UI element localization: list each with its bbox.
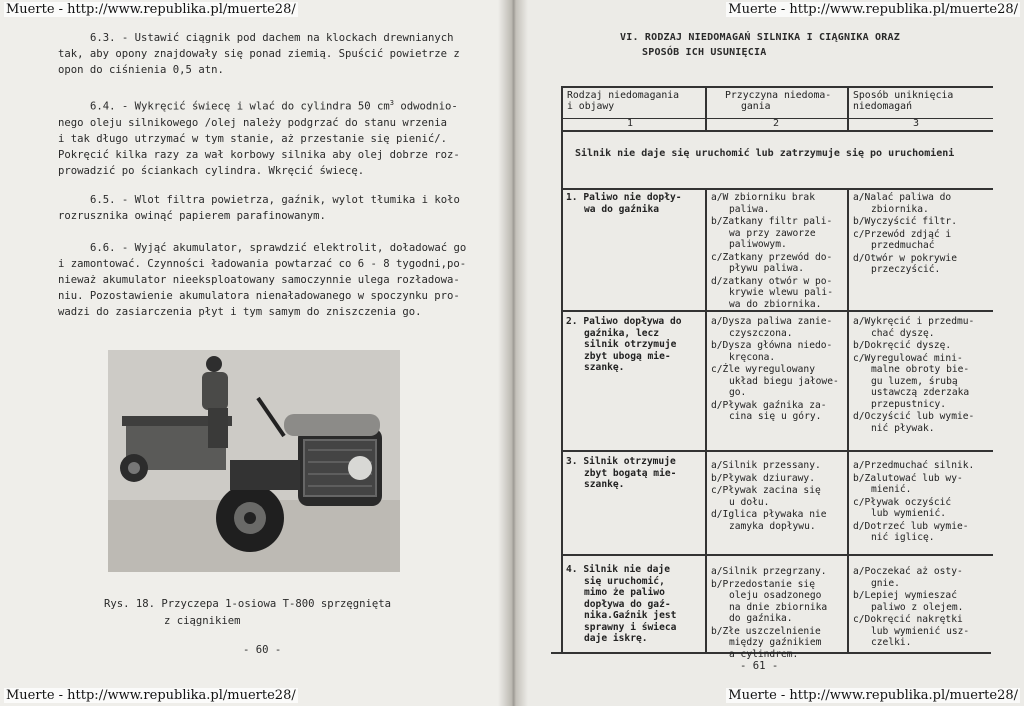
tractor-illustration <box>108 350 400 572</box>
col-number-1: 1 <box>627 118 634 129</box>
row-3-causes: a/Silnik przessany. b/Pływak dziurawy. c/Pływak zacina się u dołu. d/Iglica pływaka nie zamyka dopływu. <box>711 460 827 532</box>
header-col-1: Rodzaj niedomagania i objawy <box>567 90 680 112</box>
header-col-3: Sposób uniknięcia niedomagań <box>853 90 954 112</box>
row-1-symptom: 1. Paliwo nie dopły- wa do gaźnika <box>566 192 682 215</box>
row-1-remedies: a/Nalać paliwa do zbiornika. b/Wyczyścić filtr. c/Przewód zdjąć i przedmuchać d/Otwór w pokrywie przeczyścić. <box>853 192 957 275</box>
col-number-3: 3 <box>913 118 920 129</box>
row-4-causes: a/Silnik przegrzany. b/Przedostanie się oleju osadzonego na dnie zbiornika do gaźnika. b/Złe uszczelnienie między gaźnikiem a cylindrem. <box>711 566 828 660</box>
row-2-symptom: 2. Paliwo dopływa do gaźnika, lecz silnik otrzymuje zbyt ubogą mie- szankę. <box>566 316 682 373</box>
paragraph-6-3: 6.3. - Ustawić ciągnik pod dachem na klockach drewnianych tak, aby opony znajdowały się ponad ziemią. Spuścić powietrze z opon do ciśnienia 0,5 atn. <box>58 32 460 76</box>
row-2-causes: a/Dysza paliwa zanie- czyszczona. b/Dysza główna niedo- kręcona. c/Źle wyregulowany układ biegu jałowe- go. d/Pływak gaźnika za- cina się u góry. <box>711 316 839 422</box>
paragraph-6-6: 6.6. - Wyjąć akumulator, sprawdzić elektrolit, doładować go i zamontować. Czynności ładowania powtarzać co 6 - 8 tygodni,po- nieważ akumulator nieeksploatowany samoczynnie ulega rozładowa- niu. Pozostawienie akumulatora nienaładowanego w spoczynku pro- wadzi do zasiarczenia płyt i tym samym do zniszczenia go. <box>58 242 467 318</box>
troubleshooting-table <box>561 86 993 660</box>
header-col-2: Przyczyna niedoma- gania <box>725 90 832 112</box>
watermark-bottom-right: Muerte - http://www.republika.pl/muerte28/ <box>728 688 1018 703</box>
watermark-top-left: Muerte - http://www.republika.pl/muerte28/ <box>6 2 296 17</box>
tractor-photo <box>108 350 400 572</box>
row-4-remedies: a/Poczekać aż osty- gnie. b/Lepiej wymieszać paliwo z olejem. c/Dokręcić nakrętki lub wymienić usz- czelki. <box>853 566 970 648</box>
row-4-symptom: 4. Silnik nie daje się uruchomić, mimo że paliwo dopływa do gaź- nika.Gaźnik jest sprawny i świeca daje iskrę. <box>566 564 677 644</box>
row-2-remedies: a/Wykręcić i przedmu- chać dyszę. b/Dokręcić dyszę. c/Wyregulować mini- malne obroty bie- gu luzem, śrubą ustawczą zderzaka przepustnicy. d/Oczyścić lub wymie- nić pływak. <box>853 316 975 434</box>
page-number-right: - 61 - <box>740 660 779 672</box>
figure-caption: Rys. 18. Przyczepa 1-osiowa T-800 sprzęgnięta z ciągnikiem <box>104 598 392 627</box>
book-gutter <box>498 0 528 706</box>
row-3-symptom: 3. Silnik otrzymuje zbyt bogatą mie- szankę. <box>566 456 677 490</box>
paragraph-6-5: 6.5. - Wlot filtra powietrza, gaźnik, wylot tłumika i koło rozrusznika owinąć papierem parafinowanym. <box>58 194 460 222</box>
row-3-remedies: a/Przedmuchać silnik. b/Zalutować lub wy- mienić. c/Pływak oczyścić lub wymienić. d/Dotrzeć lub wymie- nić iglicę. <box>853 460 975 543</box>
row-1-causes: a/W zbiorniku brak paliwa. b/Zatkany filtr pali- wa przy zaworze paliwowym. c/Zatkany przewód do- pływu paliwa. d/zatkany otwór w po- krywie wlewu pali- wa do zbiornika. <box>711 192 833 310</box>
section-title: VI. RODZAJ NIEDOMAGAŃ SILNIKA I CIĄGNIKA ORAZ SPOSÓB ICH USUNIĘCIA <box>620 32 900 58</box>
table-span-row: Silnik nie daje się uruchomić lub zatrzymuje się po uruchomieni <box>575 148 955 159</box>
page-number-left: - 60 - <box>243 644 282 656</box>
watermark-top-right: Muerte - http://www.republika.pl/muerte28/ <box>728 2 1018 17</box>
paragraph-6-4: 6.4. - Wykręcić świecę i wlać do cylindra 50 $cm^3$ odwodnio- nego oleju silnikowego /olej należy podgrzać do stanu wrzenia i tak długo utrzymać w tym stanie, aż przestanie się pienić/. Pokręcić kilka razy za wał korbowy silnika aby olej dobrze roz- prowadzić po ściankach cylindra. Wkręcić świecę. <box>58 99 460 177</box>
watermark-bottom-left: Muerte - http://www.republika.pl/muerte28/ <box>6 688 296 703</box>
col-number-2: 2 <box>773 118 780 129</box>
